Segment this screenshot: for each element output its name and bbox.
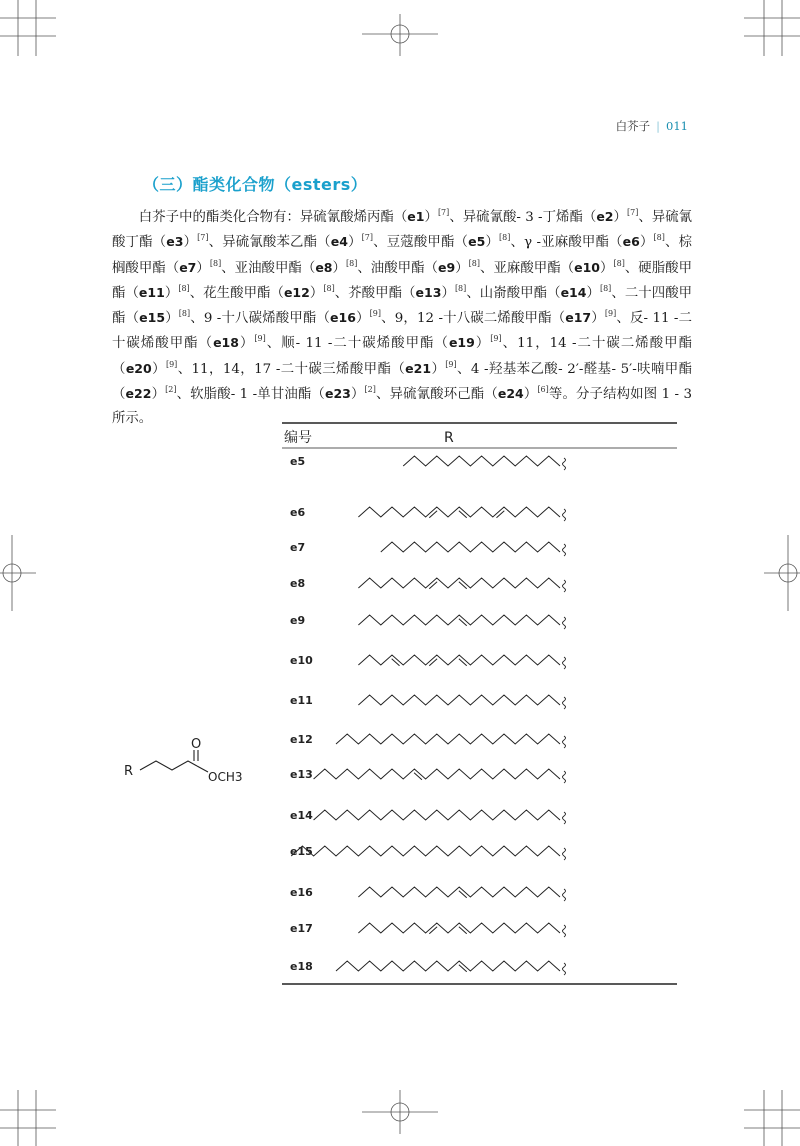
attachment-wavy-bond — [563, 736, 566, 748]
double-bond — [459, 891, 467, 898]
compound-id: e24 — [497, 386, 524, 402]
citation-ref: [7] — [626, 208, 639, 217]
row-e18 — [290, 960, 566, 975]
paragraph-text: ） — [347, 235, 362, 251]
compound-id: e8 — [315, 259, 333, 275]
compound-id: e9 — [438, 259, 456, 275]
header-separator: | — [656, 119, 661, 133]
col-header-r: R — [444, 430, 454, 446]
paragraph-text: ） — [165, 311, 179, 327]
paragraph-text: ） — [591, 311, 605, 327]
paragraph-text: 、硬脂酸甲酯（ — [112, 260, 693, 301]
attachment-wavy-bond — [563, 889, 566, 901]
compound-id: e4 — [330, 234, 348, 250]
row-e14 — [290, 809, 566, 824]
attachment-wavy-bond — [563, 848, 566, 860]
carbon-chain — [358, 887, 560, 897]
paragraph-text: ） — [196, 260, 210, 276]
paragraph-text: 、棕榈酸甲酯（ — [112, 235, 693, 276]
citation-ref: [7] — [361, 233, 374, 243]
row-e12 — [290, 733, 566, 748]
carbon-chain — [336, 734, 560, 744]
double-bond — [429, 511, 437, 518]
paragraph-text: ） — [164, 285, 179, 301]
paragraph-text: ） — [350, 387, 365, 403]
paragraph-text: 、4 -羟基苯乙酸- 2′-醛基- 5′-呋喃甲酯（ — [112, 361, 693, 403]
paragraph-text: 、顺- 11 -二十碳烯酸甲酯（ — [265, 336, 449, 352]
row-e16 — [290, 886, 566, 901]
paragraph-text: ） — [474, 336, 491, 352]
methyl-ester-core — [140, 750, 208, 772]
compound-id: e13 — [415, 284, 442, 300]
paragraph-text: 、9 -十八碳烯酸甲酯（ — [190, 311, 331, 327]
compound-id-label: e12 — [290, 733, 313, 746]
paragraph-text: 、11，14 -二十碳二烯酸甲酯（ — [112, 336, 693, 377]
citation-ref: [9] — [490, 334, 502, 344]
row-e5 — [290, 455, 566, 470]
compound-id: e14 — [560, 284, 587, 300]
attachment-wavy-bond — [563, 509, 566, 521]
paragraph-text: ） — [238, 336, 255, 352]
attachment-wavy-bond — [563, 657, 566, 669]
paragraph-text: ） — [639, 235, 654, 251]
section-title: （三）酯类化合物（esters） — [143, 175, 368, 194]
paragraph-text: 、花生酸甲酯（ — [189, 285, 284, 301]
row-e10 — [290, 654, 566, 669]
core-chain — [140, 761, 197, 770]
carbon-chain — [358, 695, 560, 705]
citation-ref: [7] — [197, 233, 209, 243]
paragraph-text: 、γ -亚麻酸甲酯（ — [510, 235, 623, 251]
carbon-chain — [314, 769, 560, 779]
table-rows — [290, 455, 566, 975]
paragraph-text: 、异硫氰酸环己酯（ — [375, 387, 498, 403]
paragraph-text: ） — [485, 235, 500, 251]
paragraph-text: 、油酸甲酯（ — [357, 260, 438, 276]
compound-id: e18 — [213, 335, 239, 351]
paragraph-text: 、亚麻酸甲酯（ — [480, 260, 575, 276]
book-title: 白芥子 — [615, 119, 651, 133]
compound-id-label: e5 — [290, 455, 306, 468]
carbon-chain — [358, 507, 560, 517]
attachment-wavy-bond — [563, 697, 566, 709]
compound-id: e2 — [596, 209, 614, 224]
citation-ref: [8] — [599, 283, 612, 293]
citation-ref: [8] — [613, 258, 625, 268]
compound-id: e17 — [565, 310, 592, 326]
citation-ref: [8] — [209, 258, 222, 268]
paragraph-text: 、亚油酸甲酯（ — [221, 260, 316, 276]
compound-id-label: e11 — [290, 694, 313, 707]
row-e11 — [290, 694, 566, 709]
citation-ref: [8] — [178, 283, 190, 293]
citation-ref: [8] — [323, 283, 335, 293]
paragraph-text: 、异硫氰酸- 3 -丁烯酯（ — [449, 210, 597, 225]
citation-ref: [7] — [437, 208, 450, 217]
citation-ref: [8] — [468, 258, 481, 268]
carbon-chain — [358, 578, 560, 588]
row-e17 — [290, 922, 566, 937]
compound-id: e16 — [330, 310, 356, 326]
double-bond — [496, 511, 504, 518]
citation-ref: [8] — [653, 233, 665, 243]
compound-id: e20 — [125, 360, 152, 376]
paragraph-text: ） — [600, 260, 614, 276]
compound-id-label: e14 — [290, 809, 313, 822]
compound-id: e5 — [468, 234, 486, 250]
compound-id-label: e15 — [290, 845, 313, 858]
core-r-label: R — [124, 764, 134, 779]
carbon-chain — [358, 655, 560, 665]
double-bond — [459, 511, 467, 518]
compound-id: e23 — [324, 386, 351, 402]
paragraph-text: 、芥酸甲酯（ — [334, 285, 416, 301]
compound-id-label: e8 — [290, 577, 306, 590]
citation-ref: [8] — [178, 309, 191, 319]
compound-id-label: e17 — [290, 922, 313, 935]
page-number: 011 — [666, 119, 688, 133]
paragraph-text: ） — [613, 210, 627, 225]
double-bond — [459, 965, 467, 972]
core-och3-label: OCH3 — [208, 770, 243, 784]
citation-ref: [8] — [499, 233, 511, 243]
citation-ref: [9] — [165, 359, 178, 369]
carbon-chain — [314, 810, 560, 820]
compound-id-label: e16 — [290, 886, 313, 899]
citation-ref: [8] — [345, 258, 358, 268]
attachment-wavy-bond — [563, 617, 566, 629]
paragraph-text: ） — [431, 361, 446, 377]
citation-ref: [9] — [369, 309, 381, 319]
citation-ref: [9] — [604, 309, 617, 319]
compound-id: e3 — [166, 234, 184, 250]
paragraph-text: 、异硫氰酸丁酯（ — [112, 210, 693, 251]
core-o-label: O — [191, 737, 202, 752]
compound-id: e6 — [622, 234, 640, 250]
attachment-wavy-bond — [563, 771, 566, 783]
compound-id-label: e18 — [290, 960, 313, 973]
citation-ref: [2] — [165, 385, 177, 395]
double-bond — [429, 659, 437, 666]
attachment-wavy-bond — [563, 812, 566, 824]
paragraph-text: ） — [455, 260, 469, 276]
double-bond — [414, 773, 422, 780]
paragraph-text: 白芥子中的酯类化合物有：异硫氰酸烯丙酯（ — [138, 210, 408, 225]
double-bond — [459, 582, 467, 589]
attachment-wavy-bond — [563, 925, 566, 937]
compound-id: e21 — [405, 360, 432, 376]
double-bond — [392, 659, 400, 666]
double-bond — [429, 582, 437, 589]
attachment-wavy-bond — [563, 544, 566, 556]
carbon-chain — [403, 456, 560, 466]
citation-ref: [9] — [254, 334, 266, 344]
compound-id: e1 — [407, 209, 425, 224]
citation-ref: [8] — [454, 283, 467, 293]
row-e15 — [290, 845, 566, 860]
double-bond — [459, 619, 467, 626]
carbon-chain — [381, 542, 560, 552]
citation-ref: [6] — [537, 385, 549, 395]
paragraph-text: 、11，14，17 -二十碳三烯酸甲酯（ — [177, 361, 406, 377]
col-header-id: 编号 — [284, 430, 312, 446]
paragraph-text: ） — [355, 311, 370, 327]
paragraph-text: ） — [151, 361, 166, 377]
paragraph-text: ） — [586, 285, 600, 301]
paragraph-text: 、反- 11 -二十碳烯酸甲酯（ — [112, 311, 693, 352]
paragraph-text: ） — [424, 210, 438, 225]
compound-id-label: e6 — [290, 506, 306, 519]
compound-id: e7 — [179, 259, 197, 275]
compound-id-label: e9 — [290, 614, 306, 627]
compound-id-label: e7 — [290, 541, 306, 554]
paragraph-text: ） — [309, 285, 324, 301]
row-e13 — [290, 768, 566, 783]
compound-id: e19 — [448, 335, 475, 351]
paragraph-text: 、豆蔻酸甲酯（ — [373, 235, 469, 251]
paragraph-text: 等。分子结构如图 1 - 3 所示。 — [112, 387, 693, 427]
paragraph-text: ） — [332, 260, 346, 276]
double-bond — [459, 659, 467, 666]
row-e6 — [290, 506, 566, 521]
paragraph-text: 、山嵛酸甲酯（ — [466, 285, 561, 301]
compound-id: e12 — [283, 284, 310, 300]
carbon-chain — [358, 615, 560, 625]
compound-id-label: e13 — [290, 768, 313, 781]
compound-id: e10 — [574, 259, 600, 275]
paragraph-text: 、二十四酸甲酯（ — [112, 285, 693, 327]
row-e9 — [290, 614, 566, 629]
carbon-chain — [336, 961, 560, 971]
paragraph-text: 、软脂酸- 1 -单甘油酯（ — [176, 387, 325, 403]
attachment-wavy-bond — [563, 580, 566, 592]
compound-id: e22 — [125, 386, 152, 402]
citation-ref: [2] — [364, 385, 376, 395]
carbon-chain — [358, 923, 560, 933]
paragraph-text: 、异硫氰酸苯乙酯（ — [208, 235, 331, 251]
compound-id: e11 — [138, 284, 165, 300]
attachment-wavy-bond — [563, 963, 566, 975]
compound-id-label: e10 — [290, 654, 313, 667]
double-bond — [429, 927, 437, 934]
double-bond — [459, 927, 467, 934]
paragraph-text: ） — [183, 235, 198, 251]
row-e8 — [290, 577, 566, 592]
compound-id: e15 — [139, 310, 166, 326]
paragraph-text: ） — [523, 387, 538, 403]
attachment-wavy-bond — [563, 458, 566, 470]
paragraph-text: ） — [441, 285, 455, 301]
paragraph-text: ） — [151, 387, 166, 403]
carbon-chain — [291, 846, 560, 856]
ether-bond — [197, 766, 208, 772]
paragraph-text: 、9，12 -十八碳二烯酸甲酯（ — [380, 311, 566, 327]
citation-ref: [9] — [445, 359, 457, 369]
row-e7 — [290, 541, 566, 556]
